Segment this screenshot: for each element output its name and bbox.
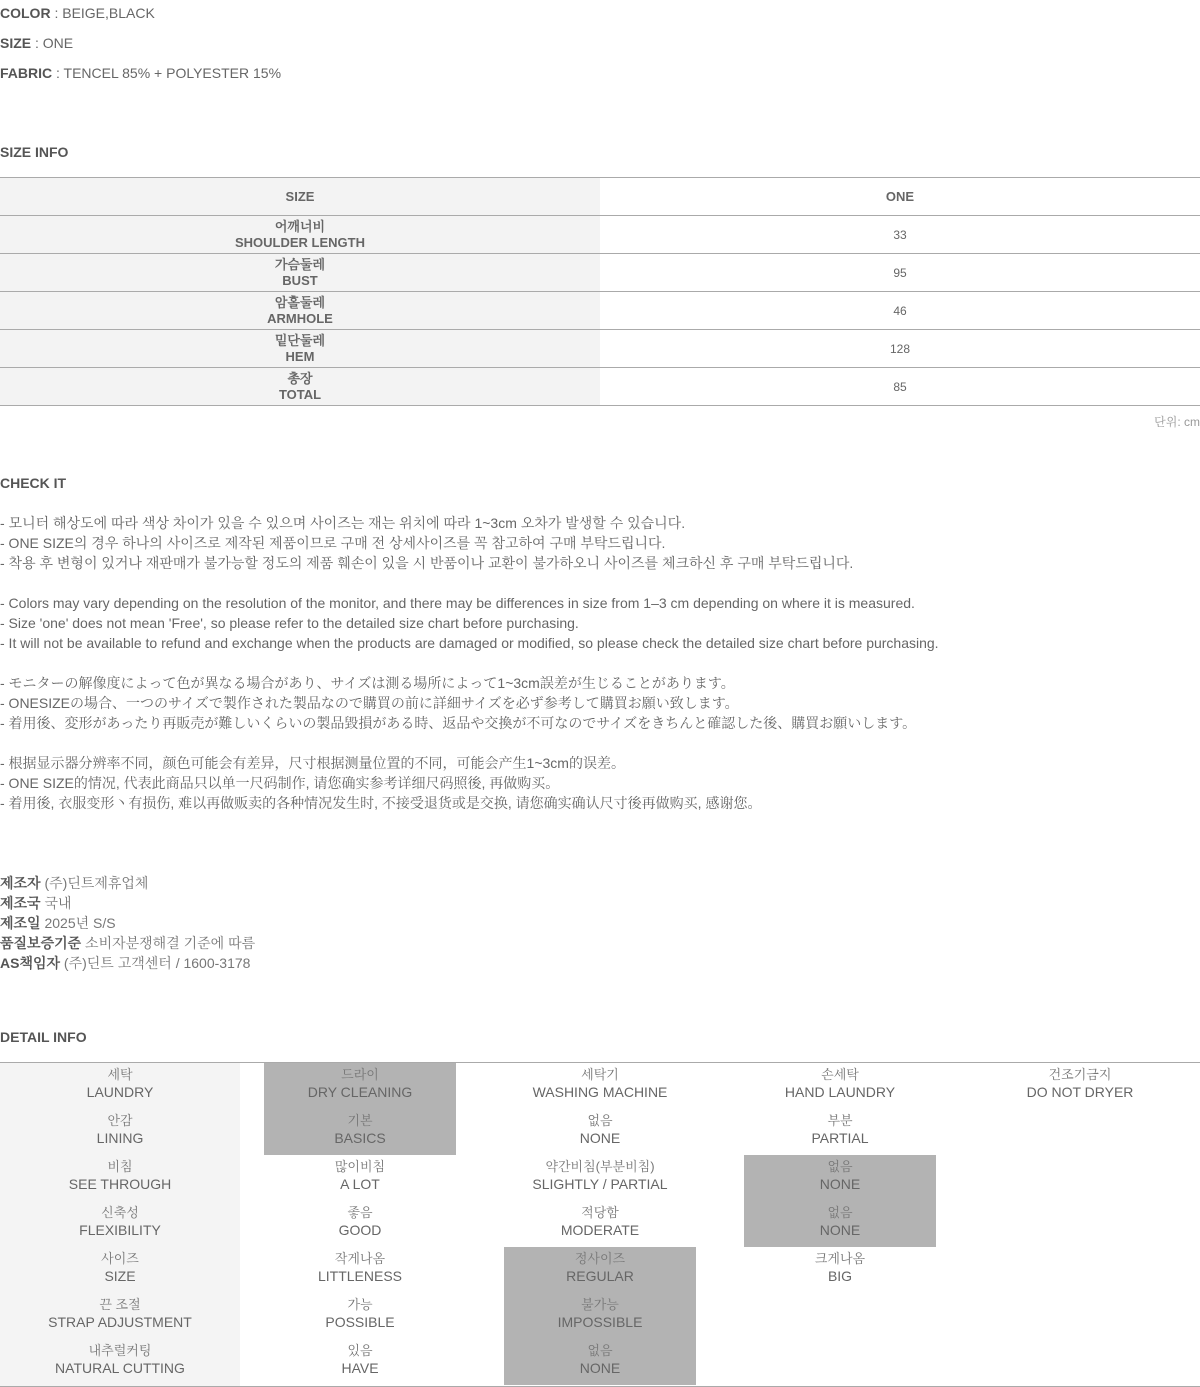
detail-option: [504, 1155, 696, 1201]
table-row: [0, 254, 1200, 292]
detail-label-en: DO NOT DRYER: [1026, 1084, 1134, 1100]
detail-label-en: HAVE: [341, 1360, 379, 1376]
check-line: - 모니터 해상도에 따라 색상 차이가 있을 수 있으며 사이즈는 재는 위치에 따라 1~3cm 오차가 발생할 수 있습니다.: [0, 515, 686, 531]
detail-label-en: POSSIBLE: [325, 1314, 395, 1330]
check-line: - ONE SIZE的情况, 代表此商品只以单一尺码制作, 请您确实参考详细尺码照後, 再做购买。: [0, 775, 560, 791]
detail-label-en: DRY CLEANING: [307, 1084, 413, 1100]
check-line: - Size 'one' does not mean 'Free', so please refer to the detailed size chart before purchasing.: [0, 615, 579, 631]
detail-option: [264, 1293, 456, 1339]
detail-option-selected: [264, 1063, 456, 1109]
measure-label: [0, 216, 600, 254]
detail-option: [264, 1339, 456, 1385]
measure-label: [0, 368, 600, 406]
measure-en: BUST: [282, 272, 318, 288]
measure-value: 46: [600, 292, 1200, 330]
detail-label-ko: 크게나옴: [814, 1251, 866, 1266]
detail-label-ko: 정사이즈: [574, 1251, 626, 1266]
check-line: - 根据显示器分辨率不同，颜色可能会有差异，尺寸根据测量位置的不同，可能会产生1~3cm的误差。: [0, 755, 625, 771]
table-row: [0, 368, 1200, 406]
detail-option: [504, 1201, 696, 1247]
maker-key: 제조자: [0, 875, 41, 891]
detail-option: [504, 1063, 696, 1109]
check-group-japanese: [0, 673, 916, 733]
measure-en: ARMHOLE: [267, 310, 333, 326]
maker-value: 2025년 S/S: [40, 915, 116, 931]
detail-label-en: BASICS: [334, 1130, 386, 1146]
detail-info-title: DETAIL INFO: [0, 1029, 87, 1045]
size-table-header: [0, 178, 1200, 216]
maker-value: 국내: [40, 895, 72, 911]
table-row: [0, 216, 1200, 254]
detail-option-selected: [264, 1109, 456, 1155]
maker-key: 품질보증기준: [0, 935, 82, 951]
check-line: - 着用後, 衣服变形丶有损伤, 难以再做贩卖的各种情况发生时, 不接受退货或是交换, 请您确实确认尺寸後再做购买, 感谢您。: [0, 795, 762, 811]
detail-option: [744, 1247, 936, 1293]
detail-label-en: GOOD: [338, 1222, 382, 1238]
spec-color: [0, 4, 155, 22]
detail-label-en: NONE: [579, 1130, 621, 1146]
detail-label-en: STRAP ADJUSTMENT: [48, 1314, 192, 1330]
detail-label-ko: 부분: [827, 1113, 853, 1128]
spec-value: : ONE: [31, 35, 74, 51]
detail-category: [0, 1339, 240, 1385]
detail-category: [0, 1201, 240, 1247]
detail-info-grid: [0, 1062, 1200, 1387]
detail-category: [0, 1063, 240, 1109]
detail-label-en: LITTLENESS: [317, 1268, 403, 1284]
detail-category: [0, 1247, 240, 1293]
detail-label-ko: 사이즈: [101, 1251, 139, 1266]
detail-label-ko: 가능: [347, 1297, 373, 1312]
spec-fabric: [0, 64, 281, 82]
measure-ko: 밑단둘레: [274, 332, 326, 348]
detail-option-selected: [504, 1293, 696, 1339]
check-group-chinese: [0, 753, 761, 813]
detail-category: [0, 1109, 240, 1155]
detail-label-en: REGULAR: [566, 1268, 634, 1284]
measure-value: 85: [600, 368, 1200, 406]
measure-ko: 총장: [287, 370, 313, 386]
maker-manufacturer: [0, 873, 148, 893]
detail-label-ko: 없음: [587, 1113, 613, 1128]
detail-label-ko: 있음: [347, 1343, 373, 1358]
measure-label: [0, 292, 600, 330]
detail-label-en: HAND LAUNDRY: [784, 1084, 896, 1100]
maker-country: [0, 893, 72, 913]
maker-value: (주)딘트제휴업체: [40, 875, 149, 891]
detail-label-en: NONE: [579, 1360, 621, 1376]
measure-value: 128: [600, 330, 1200, 368]
detail-option: [264, 1201, 456, 1247]
detail-label-ko: 없음: [827, 1205, 853, 1220]
detail-label-ko: 안감: [107, 1113, 133, 1128]
spec-key: FABRIC: [0, 65, 53, 81]
detail-option: [744, 1109, 936, 1155]
detail-option-selected: [744, 1155, 936, 1201]
spec-size: [0, 34, 73, 52]
detail-label-en: SIZE: [104, 1268, 136, 1284]
maker-key: 제조일: [0, 915, 41, 931]
detail-label-ko: 드라이: [341, 1067, 379, 1082]
detail-category: [0, 1293, 240, 1339]
check-line: - It will not be available to refund and exchange when the products are damaged or modified, so please check the detailed size chart before purchasing.: [0, 635, 939, 651]
detail-label-en: IMPOSSIBLE: [557, 1314, 643, 1330]
detail-option: [504, 1109, 696, 1155]
detail-label-en: SEE THROUGH: [68, 1176, 172, 1192]
check-line: - 着用後、変形があったり再販売が難しいくらいの製品毀損がある時、返品や交換が不可なのでサイズをきちんと確認した後、購買お願いします。: [0, 715, 917, 731]
unit-note: 단위: cm: [1154, 415, 1200, 429]
detail-label-en: PARTIAL: [811, 1130, 869, 1146]
detail-option-selected: [504, 1247, 696, 1293]
detail-option: [984, 1063, 1176, 1109]
detail-label-en: SLIGHTLY / PARTIAL: [532, 1176, 668, 1192]
detail-label-ko: 없음: [587, 1343, 613, 1358]
check-group-korean: [0, 513, 853, 573]
detail-label-ko: 기본: [347, 1113, 373, 1128]
table-row: [0, 330, 1200, 368]
measure-ko: 암홀둘레: [274, 294, 326, 310]
detail-label-ko: 세탁기: [581, 1067, 619, 1082]
detail-label-ko: 신축성: [101, 1205, 139, 1220]
detail-label-en: FLEXIBILITY: [79, 1222, 161, 1238]
check-line: - 착용 후 변형이 있거나 재판매가 불가능할 정도의 제품 훼손이 있을 시 반품이나 교환이 불가하오니 사이즈를 체크하신 후 구매 부탁드립니다.: [0, 555, 854, 571]
detail-option-selected: [504, 1339, 696, 1385]
maker-value: (주)딘트 고객센터 / 1600-3178: [60, 955, 251, 971]
spec-key: SIZE: [0, 35, 32, 51]
maker-key: 제조국: [0, 895, 41, 911]
detail-option-selected: [744, 1201, 936, 1247]
detail-label-ko: 불가능: [581, 1297, 619, 1312]
detail-label-en: MODERATE: [560, 1222, 640, 1238]
measure-en: TOTAL: [278, 386, 322, 402]
detail-label-ko: 끈 조절: [99, 1297, 141, 1312]
check-line: - ONESIZEの場合、一つのサイズで製作された製品なので購買の前に詳細サイズを必ず参考して購買お願い致します。: [0, 695, 739, 711]
detail-label-ko: 세탁: [107, 1067, 133, 1082]
detail-label-ko: 약간비침(부분비침): [545, 1159, 655, 1174]
detail-label-ko: 좋음: [347, 1205, 373, 1220]
measure-label: [0, 254, 600, 292]
detail-label-ko: 비침: [107, 1159, 133, 1174]
detail-label-ko: 없음: [827, 1159, 853, 1174]
size-header-value: ONE: [600, 178, 1200, 216]
maker-warranty: [0, 933, 255, 953]
detail-label-ko: 손세탁: [821, 1067, 859, 1082]
detail-label-en: LAUNDRY: [86, 1084, 154, 1100]
maker-as-contact: [0, 953, 250, 973]
detail-label-ko: 적당함: [581, 1205, 619, 1220]
size-table: [0, 177, 1200, 406]
detail-label-en: LINING: [96, 1130, 144, 1146]
detail-label-ko: 내추럴커팅: [88, 1343, 152, 1358]
detail-label-en: BIG: [827, 1268, 853, 1284]
spec-value: : BEIGE,BLACK: [50, 5, 155, 21]
measure-ko: 어깨너비: [274, 218, 326, 234]
detail-label-ko: 많이비침: [334, 1159, 386, 1174]
detail-label-en: WASHING MACHINE: [532, 1084, 668, 1100]
check-line: - Colors may vary depending on the resolution of the monitor, and there may be differences in size from 1–3 cm depending on where it is measured.: [0, 595, 915, 611]
detail-label-en: NATURAL CUTTING: [55, 1360, 185, 1376]
table-row: [0, 292, 1200, 330]
maker-key: AS책임자: [0, 955, 61, 971]
check-group-english: [0, 593, 939, 653]
measure-label: [0, 330, 600, 368]
detail-label-en: NONE: [819, 1176, 861, 1192]
maker-date: [0, 913, 116, 933]
detail-label-ko: 작게나옴: [334, 1251, 386, 1266]
detail-option: [264, 1247, 456, 1293]
measure-value: 33: [600, 216, 1200, 254]
detail-label-en: A LOT: [340, 1176, 380, 1192]
check-it-title: CHECK IT: [0, 475, 67, 491]
detail-label-ko: 건조기금지: [1048, 1067, 1112, 1082]
size-header-label: SIZE: [0, 178, 600, 216]
spec-key: COLOR: [0, 5, 51, 21]
check-line: - モニターの解像度によって色が異なる場合があり、サイズは測る場所によって1~3cm誤差が生じることがあります。: [0, 675, 735, 691]
measure-en: SHOULDER LENGTH: [235, 234, 365, 250]
spec-value: : TENCEL 85% + POLYESTER 15%: [52, 65, 282, 81]
detail-category: [0, 1155, 240, 1201]
maker-value: 소비자분쟁해결 기준에 따름: [81, 935, 256, 951]
detail-option: [744, 1063, 936, 1109]
measure-en: HEM: [285, 348, 315, 364]
detail-option: [264, 1155, 456, 1201]
measure-value: 95: [600, 254, 1200, 292]
detail-label-en: NONE: [819, 1222, 861, 1238]
measure-ko: 가슴둘레: [274, 256, 326, 272]
size-info-title: SIZE INFO: [0, 144, 69, 160]
check-line: - ONE SIZE의 경우 하나의 사이즈로 제작된 제품이므로 구매 전 상세사이즈를 꼭 참고하여 구매 부탁드립니다.: [0, 535, 666, 551]
